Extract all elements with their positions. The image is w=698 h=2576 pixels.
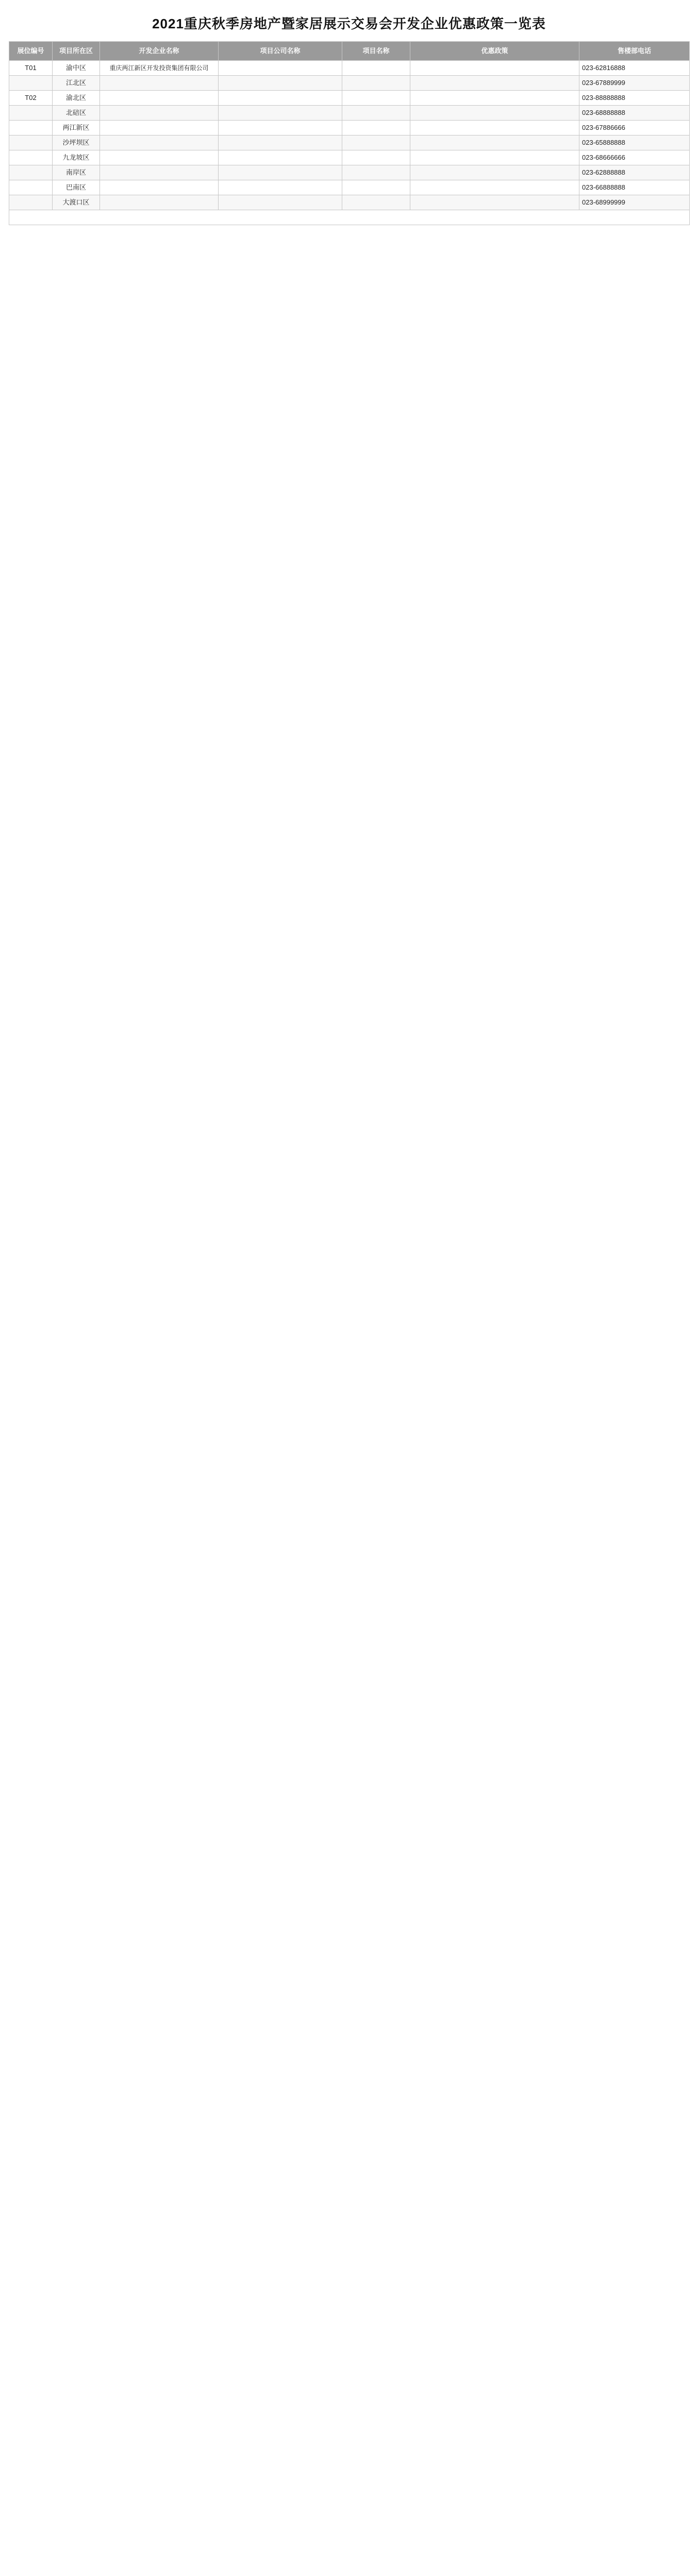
project-company-cell (219, 135, 342, 150)
policy-table-wrapper (9, 41, 689, 225)
project-company-cell (219, 165, 342, 180)
header-project-company: 项目公司名称 (219, 42, 342, 61)
policy-text-cell (410, 61, 579, 76)
project-company-cell (219, 150, 342, 165)
project-name-cell (342, 195, 410, 210)
booth-number-cell (9, 135, 53, 150)
project-company-cell (219, 91, 342, 106)
booth-number-cell (9, 195, 53, 210)
booth-number-cell (9, 121, 53, 135)
project-company-cell (219, 106, 342, 121)
project-name-cell (342, 61, 410, 76)
developer-name-cell (100, 150, 219, 165)
booth-number-cell: T01 (9, 61, 53, 76)
project-name-cell (342, 150, 410, 165)
table-row (9, 76, 690, 91)
policy-table (9, 41, 690, 225)
project-name-cell (342, 135, 410, 150)
header-phone: 售楼部电话 (579, 42, 690, 61)
policy-text-cell (410, 76, 579, 91)
district-cell: 渝中区 (53, 61, 100, 76)
header-policy: 优惠政策 (410, 42, 579, 61)
header-developer: 开发企业名称 (100, 42, 219, 61)
policy-text-cell (410, 165, 579, 180)
booth-number-cell (9, 150, 53, 165)
table-row (9, 106, 690, 121)
developer-name-cell (100, 135, 219, 150)
table-row (9, 195, 690, 210)
district-cell: 江北区 (53, 76, 100, 91)
project-name-cell (342, 180, 410, 195)
policy-text-cell (410, 195, 579, 210)
policy-text-cell (410, 106, 579, 121)
table-row (9, 180, 690, 195)
table-header-row (9, 42, 690, 61)
booth-number-cell (9, 180, 53, 195)
policy-text-cell (410, 180, 579, 195)
developer-name-cell (100, 121, 219, 135)
project-company-cell (219, 61, 342, 76)
project-name-cell (342, 91, 410, 106)
sales-phone-cell: 023-68888888 (579, 106, 690, 121)
header-booth-no: 展位编号 (9, 42, 53, 61)
table-row (9, 165, 690, 180)
developer-name-cell (100, 91, 219, 106)
sales-phone-cell: 023-68666666 (579, 150, 690, 165)
policy-text-cell (410, 121, 579, 135)
developer-name-cell: 重庆两江新区开发投资集团有限公司 (100, 61, 219, 76)
table-body (9, 61, 690, 225)
district-cell: 渝北区 (53, 91, 100, 106)
district-cell: 九龙坡区 (53, 150, 100, 165)
sales-phone-cell: 023-68999999 (579, 195, 690, 210)
sales-phone-cell: 023-88888888 (579, 91, 690, 106)
developer-name-cell (100, 106, 219, 121)
table-continuation (9, 210, 690, 225)
project-company-cell (219, 180, 342, 195)
document-title: 2021重庆秋季房地产暨家居展示交易会开发企业优惠政策一览表 (152, 16, 546, 31)
sales-phone-cell: 023-62888888 (579, 165, 690, 180)
sales-phone-cell: 023-67886666 (579, 121, 690, 135)
booth-number-cell: T02 (9, 91, 53, 106)
policy-text-cell (410, 150, 579, 165)
project-name-cell (342, 76, 410, 91)
sales-phone-cell: 023-65888888 (579, 135, 690, 150)
header-district: 项目所在区 (53, 42, 100, 61)
table-row (9, 135, 690, 150)
project-company-cell (219, 195, 342, 210)
developer-name-cell (100, 195, 219, 210)
district-cell: 南岸区 (53, 165, 100, 180)
table-row (9, 150, 690, 165)
developer-name-cell (100, 165, 219, 180)
developer-name-cell (100, 180, 219, 195)
district-cell: 大渡口区 (53, 195, 100, 210)
project-company-cell (219, 76, 342, 91)
project-company-cell (219, 121, 342, 135)
policy-text-cell (410, 91, 579, 106)
policy-text-cell (410, 135, 579, 150)
district-cell: 北碚区 (53, 106, 100, 121)
district-cell: 两江新区 (53, 121, 100, 135)
district-cell: 巴南区 (53, 180, 100, 195)
project-name-cell (342, 106, 410, 121)
developer-name-cell (100, 76, 219, 91)
booth-number-cell (9, 165, 53, 180)
sales-phone-cell: 023-66888888 (579, 180, 690, 195)
booth-number-cell (9, 106, 53, 121)
district-cell: 沙坪坝区 (53, 135, 100, 150)
booth-number-cell (9, 76, 53, 91)
sales-phone-cell: 023-67889999 (579, 76, 690, 91)
project-name-cell (342, 121, 410, 135)
table-row (9, 61, 690, 76)
table-row (9, 121, 690, 135)
header-project-name: 项目名称 (342, 42, 410, 61)
table-row (9, 91, 690, 106)
sales-phone-cell: 023-62816888 (579, 61, 690, 76)
continuation-cell (9, 210, 690, 225)
project-name-cell (342, 165, 410, 180)
